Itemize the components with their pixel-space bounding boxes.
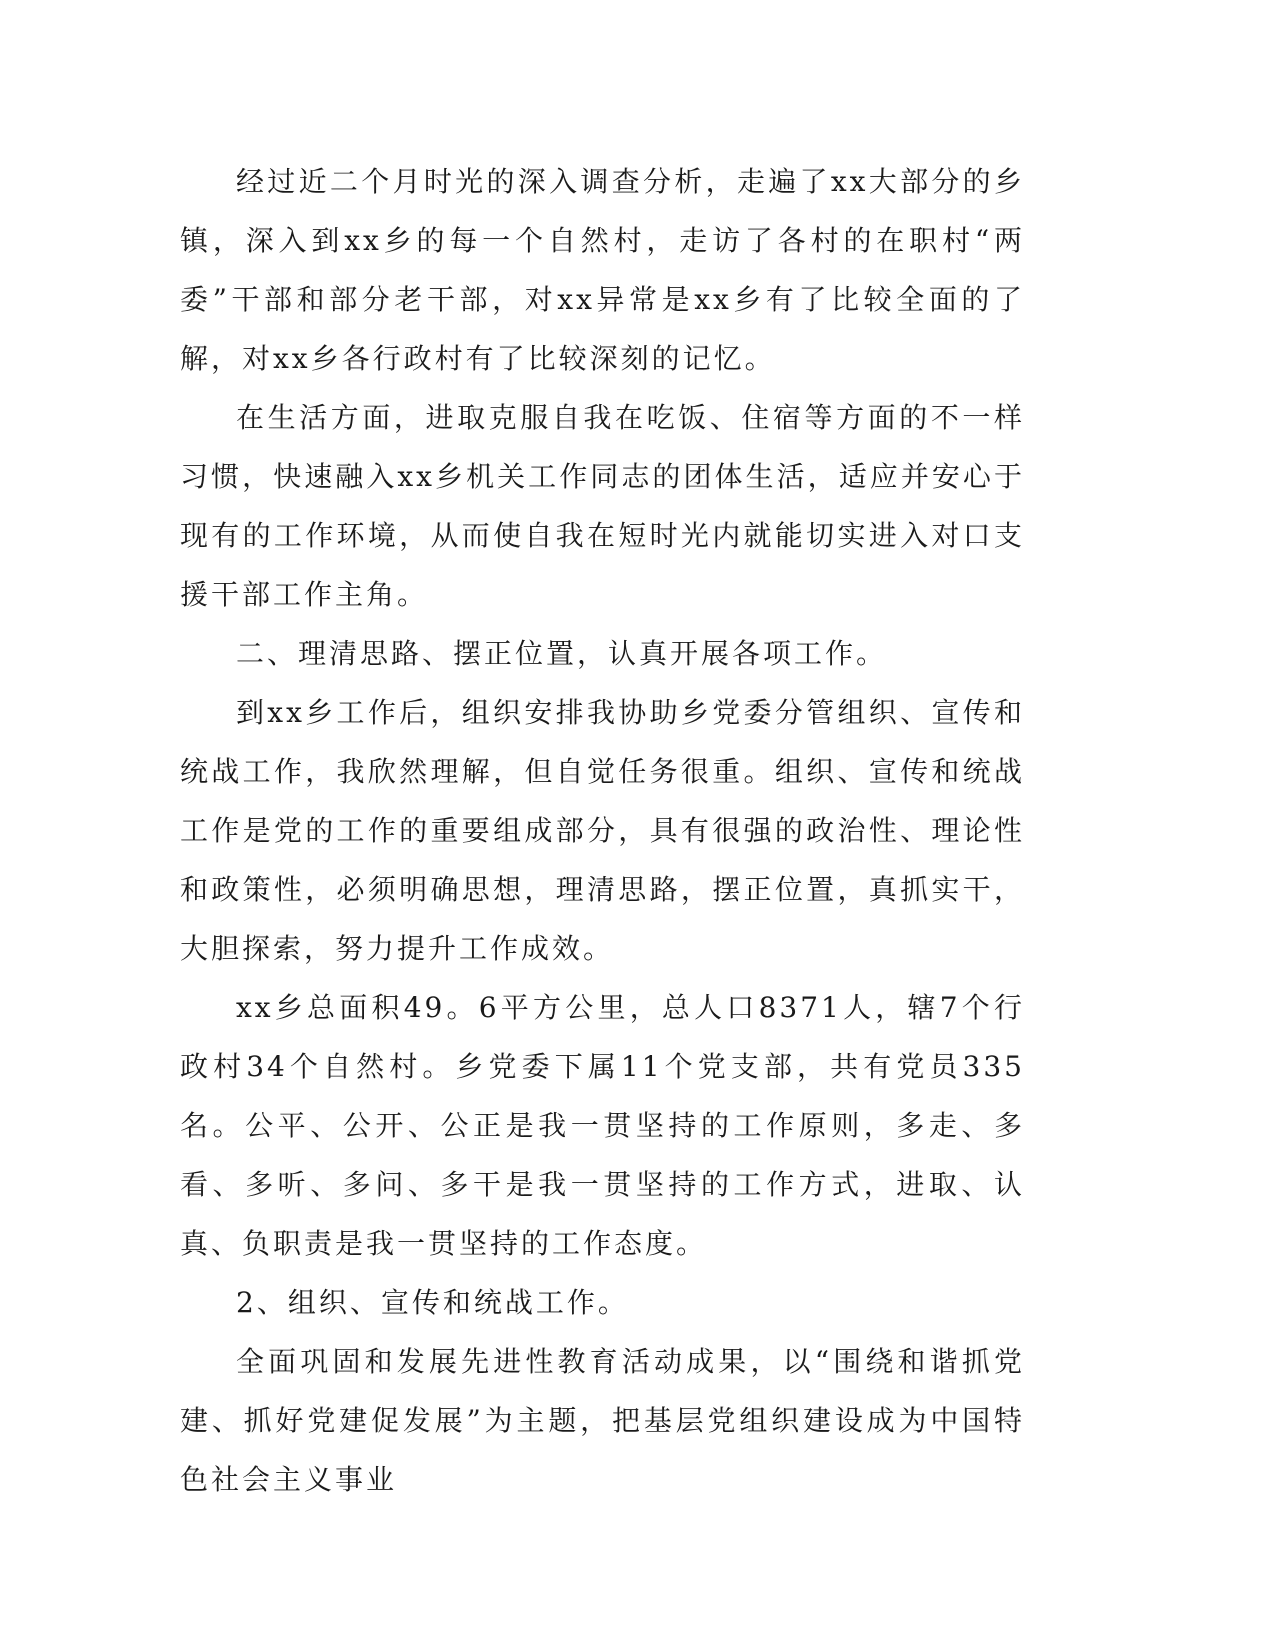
paragraph-2: 在生活方面，进取克服自我在吃饭、住宿等方面的不一样习惯，快速融入xx乡机关工作同志的团体生活，适应并安心于现有的工作环境，从而使自我在短时光内就能切实进入对口支援干部工作主角。 (180, 401, 1025, 611)
section-heading-2: 二、理清思路、摆正位置，认真开展各项工作。 (236, 637, 888, 670)
document-body (180, 152, 1025, 1509)
subheading-2: 2、组织、宣传和统战工作。 (236, 1286, 629, 1319)
paragraph-3: 到xx乡工作后，组织安排我协助乡党委分管组织、宣传和统战工作，我欣然理解，但自觉任务很重。组织、宣传和统战工作是党的工作的重要组成部分，具有很强的政治性、理论性和政策性，必须明确思想，理清思路，摆正位置，真抓实干，大胆探索，努力提升工作成效。 (180, 696, 1025, 965)
paragraph-4: xx乡总面积49。6平方公里，总人口8371人，辖7个行政村34个自然村。乡党委下属11个党支部，共有党员335名。公平、公开、公正是我一贯坚持的工作原则，多走、多看、多听、多问、多干是我一贯坚持的工作方式，进取、认真、负职责是我一贯坚持的工作态度。 (180, 991, 1025, 1260)
paragraph-5: 全面巩固和发展先进性教育活动成果，以“围绕和谐抓党建、抓好党建促发展”为主题，把基层党组织建设成为中国特色社会主义事业 (180, 1345, 1025, 1496)
paragraph-1: 经过近二个月时光的深入调查分析，走遍了xx大部分的乡镇，深入到xx乡的每一个自然村，走访了各村的在职村“两委”干部和部分老干部，对xx异常是xx乡有了比较全面的了解，对xx乡各行政村有了比较深刻的记忆。 (180, 165, 1025, 375)
